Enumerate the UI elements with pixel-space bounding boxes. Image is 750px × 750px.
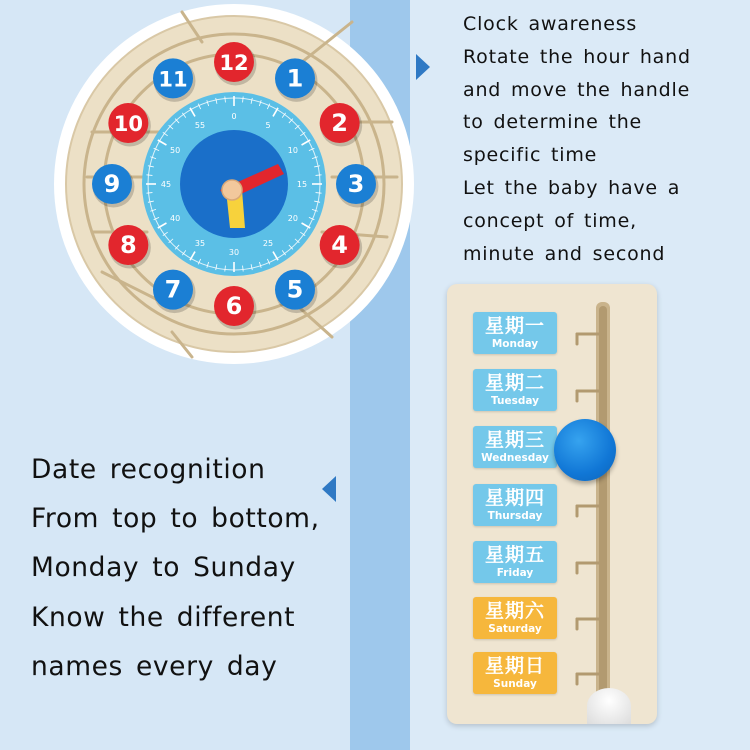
clock-text-line: to determine the [463,111,643,134]
day-tag-chinese: 星期一 [484,315,545,337]
minute-label: 35 [194,238,206,248]
minute-label: 55 [194,121,206,131]
day-tag-wednesday[interactable] [473,426,557,468]
minute-label: 25 [262,238,274,248]
minute-label: 50 [170,146,181,155]
day-tag-saturday[interactable] [473,597,557,639]
day-tag-friday[interactable] [473,541,557,583]
minute-label: 5 [265,121,271,131]
hand-pivot [222,180,242,200]
date-text-line: names every day [31,650,278,682]
day-tag-chinese: 星期二 [484,372,545,394]
minute-label: 10 [287,146,298,155]
day-tag-chinese: 星期五 [484,544,545,566]
slider-end-ball [587,688,631,724]
date-text-line: Monday to Sunday [31,552,296,584]
minute-label: 0 [231,112,237,121]
clock-text-line: specific time [463,144,598,167]
clock-graphic [52,2,417,367]
day-tag-english: Saturday [488,623,542,635]
hour-numeral-label: 12 [219,51,249,75]
day-tag-tuesday[interactable] [473,369,557,411]
day-tag-chinese: 星期六 [484,600,545,622]
date-text-line: Know the different [31,601,296,633]
day-tag-chinese: 星期四 [484,487,545,509]
day-tag-sunday[interactable] [473,652,557,694]
clock-text-line: minute and second [463,242,666,265]
hour-numeral-label: 11 [158,67,188,92]
hour-numeral-label: 6 [225,292,243,320]
day-tag-english: Wednesday [481,452,549,464]
day-tag-monday[interactable] [473,312,557,354]
minute-label: 30 [228,248,240,257]
hour-numeral-label: 1 [286,64,304,93]
clock-text-line: Let the baby have a [463,176,681,199]
day-of-week-board [447,284,657,724]
hour-numeral-label: 2 [331,109,349,137]
date-description [31,448,351,694]
date-text-line: Date recognition [31,454,266,485]
minute-label: 15 [296,180,308,189]
clock-text-line: and move the handle [463,78,691,101]
slider-knob[interactable] [554,419,616,481]
day-tag-english: Sunday [493,678,537,690]
day-tag-english: Monday [491,338,539,350]
clock-text-line: Clock awareness [463,13,638,35]
hour-numeral-label: 4 [331,231,349,259]
day-tag-english: Friday [496,567,534,579]
day-tag-chinese: 星期日 [484,655,545,677]
clock-text-line: concept of time, [463,209,637,232]
hour-numeral-label: 3 [347,170,365,198]
minute-label: 20 [287,214,298,223]
hour-numeral-label: 9 [103,170,121,198]
day-tag-english: Tuesday [491,395,539,407]
wooden-clock [52,2,417,367]
hour-numeral-label: 5 [286,275,304,304]
day-tag-thursday[interactable] [473,484,557,526]
day-tag-chinese: 星期三 [484,429,545,451]
date-text-line: From top to bottom, [31,503,320,535]
clock-text-line: Rotate the hour hand [463,45,691,68]
clock-description [463,10,743,272]
hour-numeral-label: 7 [164,275,182,304]
hour-numeral-label: 8 [119,231,137,259]
hour-numeral-label: 10 [113,112,143,136]
pointer-arrow-right-icon [416,54,430,80]
minute-label: 40 [170,214,181,223]
minute-label: 45 [160,180,172,189]
day-tag-english: Thursday [487,510,543,522]
